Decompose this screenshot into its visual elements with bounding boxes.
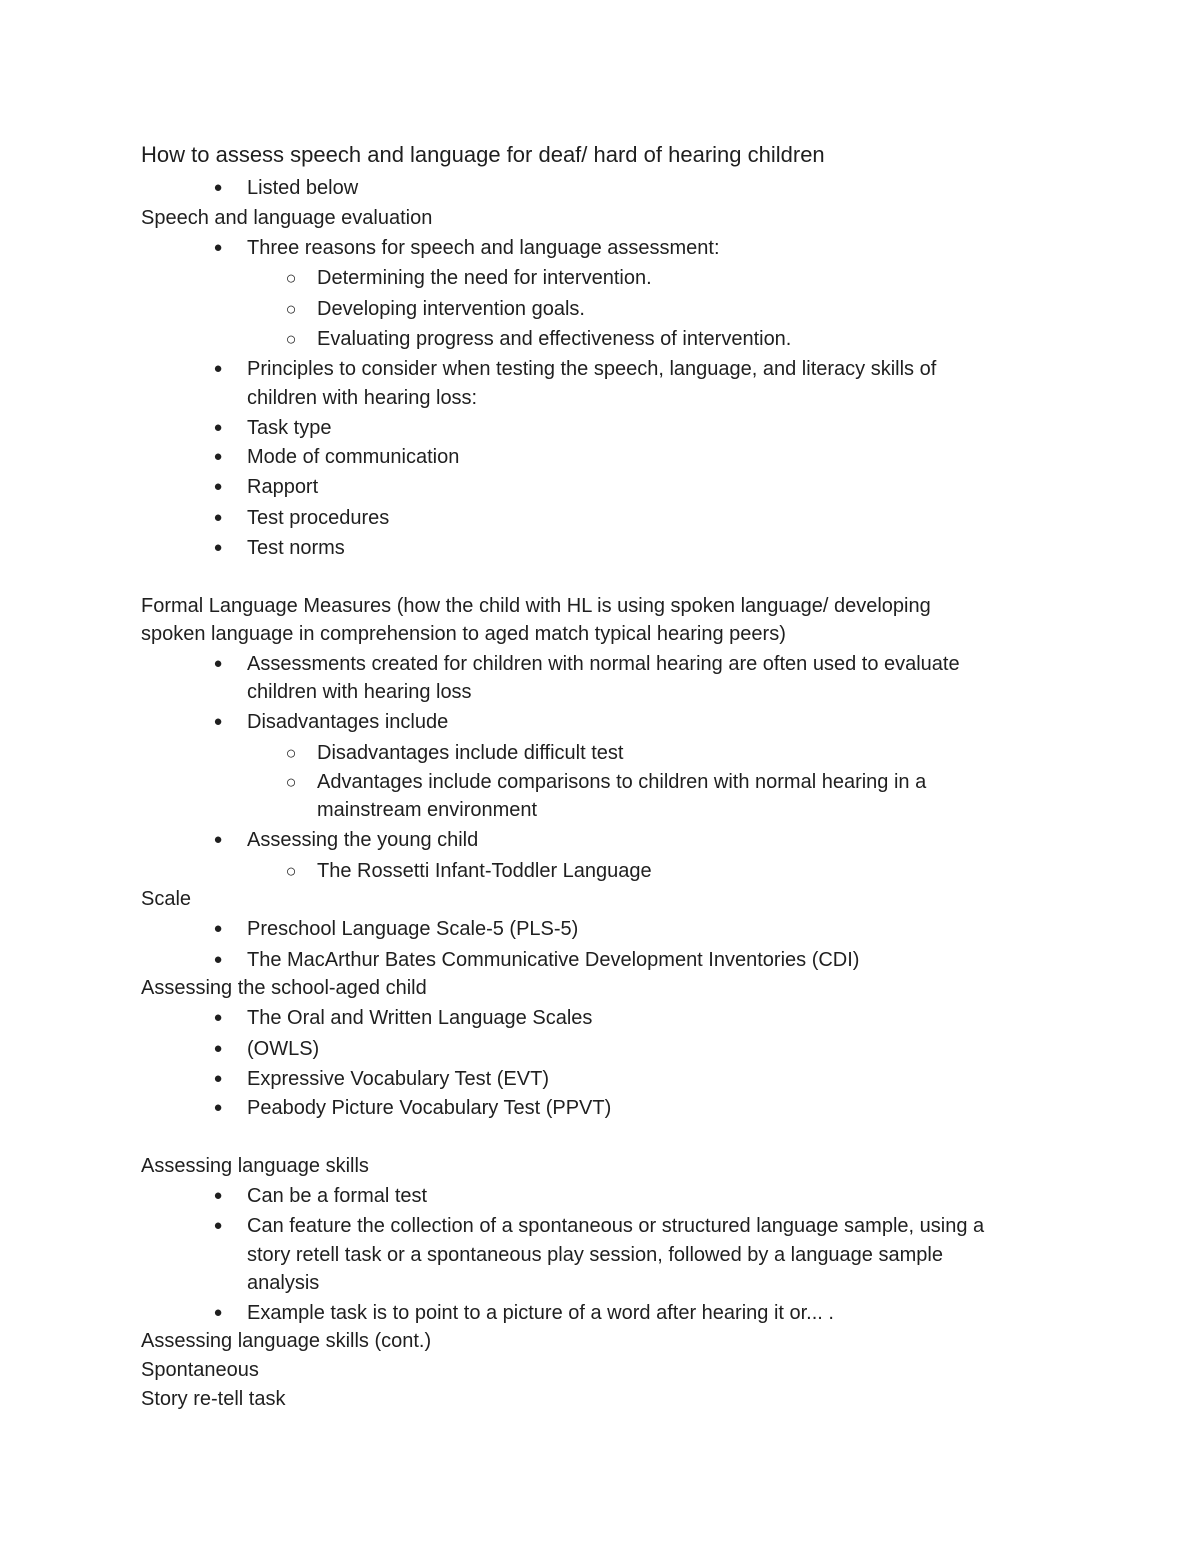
bullet-icon: ●: [213, 713, 223, 730]
document-page: How to assess speech and language for deaf/ hard of hearing children ● Listed below Speech and language evaluation ● Three reasons for speech and language assessment: ○ Determining the need for intervention. ○ Developing intervention goals. ○ Evaluating progress and effectiveness of intervention. ● Principles to consider when testing the speech, language, and literacy skills of children with hearing loss: ● Task type ● Mode of communication ● Rapport ● Test procedures ● Test norms Formal Language Measures (how the child with HL is using spoken language/ developing spoken language in comprehension to aged match typical hearing peers) ● Assessments created for children with normal hearing are often used to evaluate children with hearing loss ● Disadvantages include ○ Disadvantages include difficult test ○ Advantages include comparisons to children with normal hearing in a mainstream environment ● Assessing the young child ○ The Rossetti Infant-Toddler Language Scale ● Preschool Language Scale-5 (PLS-5) ● The MacArthur Bates Communicative Development Inventories (CDI) Assessing the school-aged child ● The Oral and Written Language Scales ● (OWLS) ● Expressive Vocabulary Test (EVT) ● Peabody Picture Vocabulary Test (PPVT) Assessing language skills ● Can be a formal test ● Can feature the collection of a spontaneous or structured language sample, using a story retell task or a spontaneous play session, followed by a language sample analysis ● Example task is to point to a picture of a word after hearing it or... . Assessing language skills (cont.) Spontaneous Story re-tell task: [141, 142, 985, 1410]
bullet-icon: ●: [213, 1099, 223, 1116]
bullet-icon: ●: [213, 419, 223, 436]
bullet-icon: ●: [213, 1304, 223, 1321]
circle-bullet-icon: ○: [285, 299, 297, 319]
circle-bullet-icon: ○: [285, 329, 297, 349]
bullet-icon: ●: [213, 1217, 223, 1234]
bullet-icon: ●: [213, 360, 223, 377]
bullet-icon: ●: [213, 509, 223, 526]
circle-bullet-icon: ○: [285, 861, 297, 881]
circle-bullet-icon: ○: [285, 772, 297, 792]
bullet-icon: ●: [213, 239, 223, 256]
bullet-icon: ●: [213, 1070, 223, 1087]
circle-bullet-icon: ○: [285, 743, 297, 763]
bullet-icon: ●: [213, 920, 223, 937]
bullet-icon: ●: [213, 1040, 223, 1057]
bullet-icon: ●: [213, 831, 223, 848]
circle-bullet-icon: ○: [285, 268, 297, 288]
bullet-icon: ●: [213, 539, 223, 556]
bullet-icon: ●: [213, 951, 223, 968]
bullet-icon: ●: [213, 1187, 223, 1204]
bullet-icon: ●: [213, 478, 223, 495]
bullet-icon: ●: [213, 179, 223, 196]
bullet-icon: ●: [213, 655, 223, 672]
bullet-icon: ●: [213, 1009, 223, 1026]
bullet-icon: ●: [213, 448, 223, 465]
